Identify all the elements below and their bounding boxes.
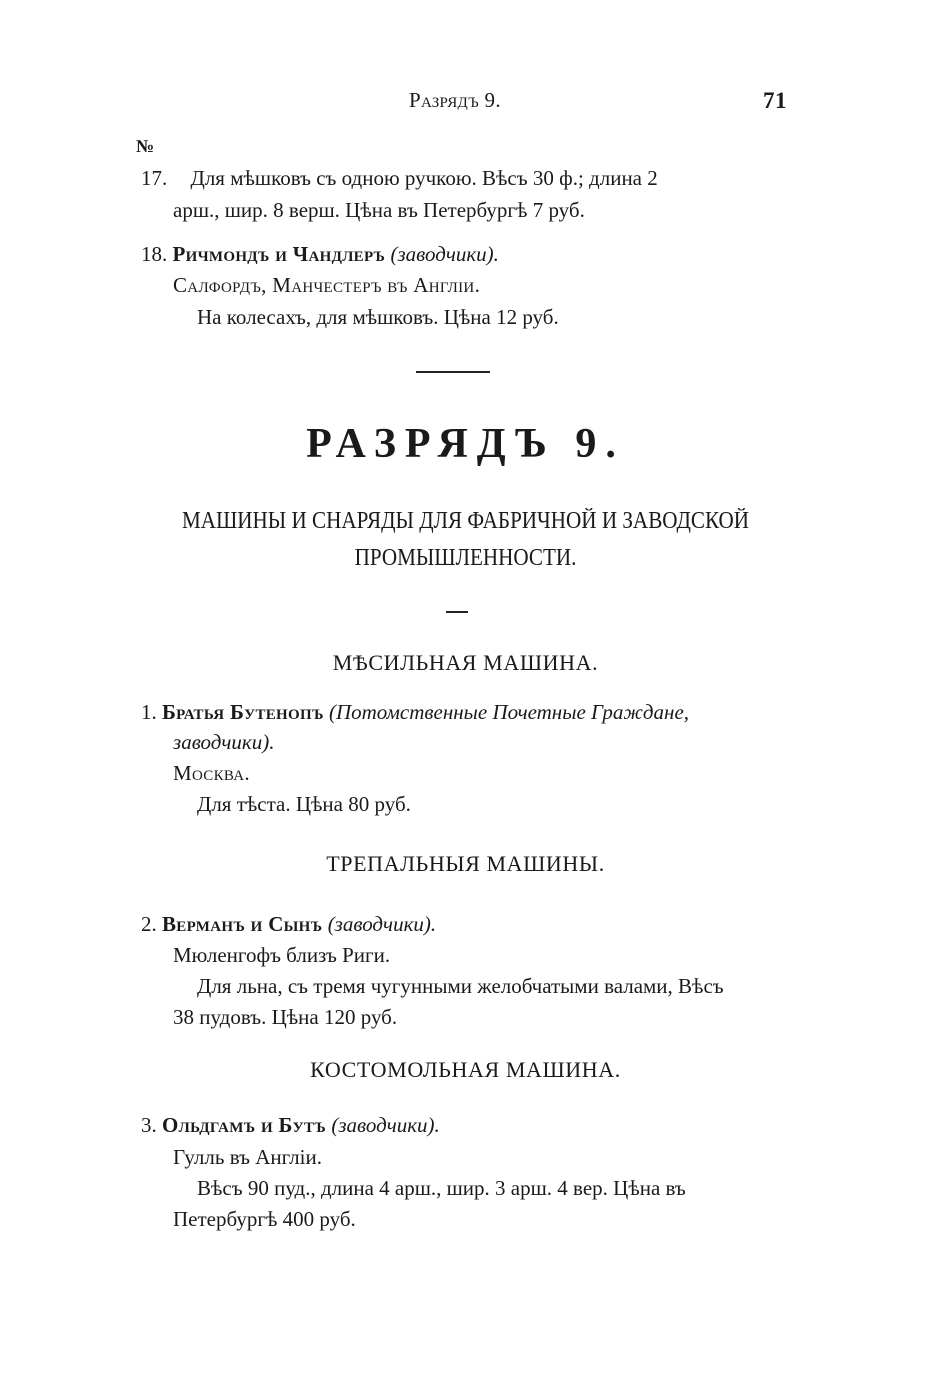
entry-number: 1. xyxy=(141,700,157,724)
entry-3-desc-line2: Петербургѣ 400 руб. xyxy=(173,1207,356,1231)
section-subtitle-line1: МАШИНЫ И СНАРЯДЫ ДЛЯ ФАБРИЧНОЙ И ЗАВОДСКОЙ xyxy=(181,508,750,534)
entry-number: 18. xyxy=(141,242,168,266)
entry-text: Для мѣшковъ съ одною ручкою. Вѣсъ 30 ф.; длина 2 xyxy=(190,166,658,190)
separator-rule-small xyxy=(446,611,468,613)
exhibitor-role: (Потомственные Почетные Граждане, xyxy=(328,700,690,724)
exhibitor-role: (заводчики). xyxy=(327,912,437,936)
exhibitor-name: Ричмондъ и Чандлеръ xyxy=(172,242,386,266)
entry-18-place: Салфордъ, Манчестеръ въ Англіи. xyxy=(173,273,481,297)
group-heading: МѢСИЛЬНАЯ МАШИНА. xyxy=(332,650,599,675)
entry-2-desc-line1: Для льна, съ тремя чугунными желобчатыми валами, Вѣсъ xyxy=(197,974,724,998)
entry-1-place: Москва. xyxy=(173,761,250,785)
exhibitor-name: Ольдгамъ и Бутъ xyxy=(162,1113,327,1137)
entry-number: 2. xyxy=(141,912,157,936)
entry-3-place: Гулль въ Англіи. xyxy=(173,1145,322,1169)
exhibitor-name: Верманъ и Сынъ xyxy=(162,912,323,936)
exhibitor-name: Братья Бутенопъ xyxy=(162,700,324,724)
entry-17-line2: арш., шир. 8 верш. Цѣна въ Петербургѣ 7 руб. xyxy=(173,198,585,222)
separator-rule xyxy=(416,371,490,373)
page-number: 71 xyxy=(763,88,787,113)
section-title: РАЗРЯДЪ 9. xyxy=(306,421,625,467)
entry-18-desc: На колесахъ, для мѣшковъ. Цѣна 12 руб. xyxy=(197,305,559,329)
entry-number: 17. xyxy=(141,166,168,190)
group-heading: КОСТОМОЛЬНАЯ МАШИНА. xyxy=(310,1057,621,1082)
exhibitor-role: (заводчики). xyxy=(331,1113,440,1137)
group-heading: ТРЕПАЛЬНЫЯ МАШИНЫ. xyxy=(326,851,605,876)
number-sign: № xyxy=(136,136,155,156)
entry-2-desc-line2: 38 пудовъ. Цѣна 120 руб. xyxy=(173,1005,398,1029)
exhibitor-role: (заводчики). xyxy=(390,242,499,266)
entry-2-place: Мюленгофъ близъ Риги. xyxy=(173,943,391,967)
entry-1-role-line2: заводчики). xyxy=(173,730,275,754)
entry-number: 3. xyxy=(141,1113,157,1137)
section-subtitle-line2: ПРОМЫШЛЕННОСТИ. xyxy=(354,545,577,571)
entry-1-desc: Для тѣста. Цѣна 80 руб. xyxy=(197,792,411,816)
entry-17 xyxy=(141,166,658,191)
entry-2 xyxy=(141,912,436,937)
running-title: Разрядъ 9. xyxy=(409,88,501,112)
entry-3 xyxy=(141,1113,440,1138)
entry-18 xyxy=(141,242,499,267)
entry-1 xyxy=(141,700,689,725)
entry-3-desc-line1: Вѣсъ 90 пуд., длина 4 арш., шир. 3 арш. 4 вер. Цѣна въ xyxy=(197,1176,686,1200)
